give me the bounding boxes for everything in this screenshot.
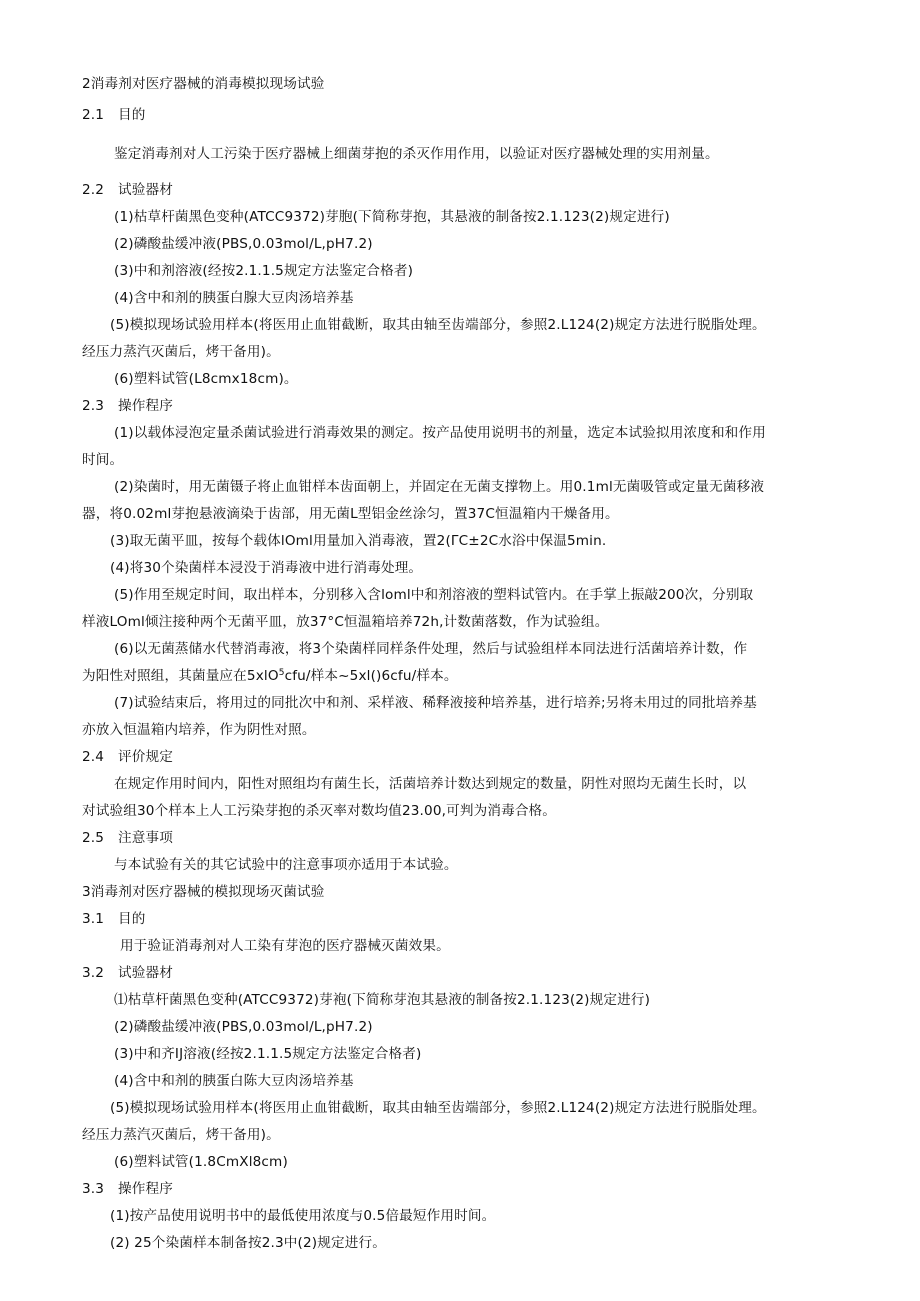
heading-label: 试验器材 (118, 965, 173, 981)
list-item: (2)磷酸盐缓冲液(PBS,0.03mol∕L,pH7.2) (114, 236, 373, 252)
list-item: (3)中和剂溶液(经按2.1.1.5规定方法鉴定合格者) (114, 263, 414, 279)
list-item: (5)模拟现场试验用样本(将医用止血钳截断，取其由轴至齿端部分，参照2.L124(2)规定方法进行脱脂处理。 (110, 1100, 766, 1116)
text-segment: cfu/样本~5xl()6cfu/样本。 (284, 668, 458, 684)
heading-2-5 (82, 829, 173, 847)
section-3-title: 3消毒剂对医疗器械的模拟现场灭菌试验 (82, 884, 325, 900)
paragraph-line: 器，将0.02ml芽抱悬液滴染于齿部，用无菌L型铝金丝涂匀，置37C恒温箱内干燥备用。 (82, 506, 619, 522)
paragraph-line: 亦放入恒温箱内培养，作为阴性对照。 (82, 722, 316, 738)
paragraph-line: (2)染菌时，用无菌镊子将止血钳样本齿面朝上，并固定在无菌支撑物上。用0.1ml无菌吸管或定量无菌移液 (114, 479, 765, 495)
list-item: (6)塑料试管(L8cmx18cm)。 (114, 371, 298, 387)
text-segment: 为阳性对照组，其菌量应在5xlO (82, 668, 279, 684)
paragraph-line: (6)以无菌蒸储水代替消毒液，将3个染菌样同样条件处理，然后与试验组样本同法进行活菌培养计数，作 (114, 641, 748, 657)
heading-label: 操作程序 (118, 398, 173, 414)
paragraph-line: 对试验组30个样本上人工污染芽抱的杀灭率对数均值23.00,可判为消毒合格。 (82, 803, 557, 819)
list-item: ⑴枯草杆菌黑色变种(ATCC9372)芽袍(下简称芽泡其悬液的制备按2.1.123(2)规定进行) (114, 992, 651, 1008)
heading-3-1 (82, 910, 146, 928)
list-item-continuation: 经压力蒸汽灭菌后，烤干备用)。 (82, 1127, 280, 1143)
list-item: (6)塑料试管(1.8CmXl8cm) (114, 1154, 288, 1170)
paragraph: 鉴定消毒剂对人工污染于医疗器械上细菌芽抱的杀灭作用作用，以验证对医疗器械处理的实用剂量。 (114, 146, 719, 162)
list-item: (1)枯草杆菌黑色变种(ATCC9372)芽胞(下简称芽抱，其悬液的制备按2.1.123(2)规定进行) (114, 209, 670, 225)
heading-3-3 (82, 1180, 173, 1198)
list-item: (4)含中和剂的胰蛋白腺大豆肉汤培养基 (114, 290, 354, 306)
heading-2-1 (82, 106, 146, 124)
paragraph-line: (5)作用至规定时间，取出样本，分别移入含loml中和剂溶液的塑料试管内。在手掌上振敲200次，分别取 (114, 587, 754, 603)
paragraph-line: 在规定作用时间内，阳性对照组均有菌生长，活菌培养计数达到规定的数量，阴性对照均无菌生长时，以 (114, 776, 747, 792)
superscript: 5 (278, 668, 285, 678)
heading-number: 2.4 (82, 749, 105, 765)
section-2-title: 2消毒剂对医疗器械的消毒模拟现场试验 (82, 76, 325, 92)
paragraph-line (82, 667, 458, 685)
heading-label: 目的 (118, 911, 146, 927)
heading-2-4 (82, 748, 173, 766)
heading-3-2 (82, 964, 173, 982)
heading-number: 3.1 (82, 911, 105, 927)
heading-label: 操作程序 (118, 1181, 173, 1197)
paragraph-line: (1)以载体浸泡定量杀菌试验进行消毒效果的测定。按产品使用说明书的剂量，选定本试验拟用浓度和和作用 (114, 425, 766, 441)
paragraph-line: (2) 25个染菌样本制备按2.3中(2)规定进行。 (110, 1235, 386, 1251)
paragraph-line: (7)试验结束后，将用过的同批次中和剂、采样液、稀释液接种培养基，进行培养;另将未用过的同批培养基 (114, 695, 757, 711)
paragraph: 与本试验有关的其它试验中的注意事项亦适用于本试验。 (114, 857, 458, 873)
heading-number: 3.2 (82, 965, 105, 981)
heading-2-2 (82, 181, 173, 199)
list-item: (3)中和齐IJ溶液(经按2.1.1.5规定方法鉴定合格者) (114, 1046, 422, 1062)
list-item-continuation: 经压力蒸汽灭菌后，烤干备用)。 (82, 344, 280, 360)
paragraph-line: 时间。 (82, 452, 124, 468)
heading-label: 评价规定 (118, 749, 173, 765)
paragraph-line: 样液LOml倾注接种两个无菌平皿，放37°C恒温箱培养72h,计数菌落数，作为试验组。 (82, 614, 609, 630)
paragraph-line: (1)按产品使用说明书中的最低使用浓度与0.5倍最短作用时间。 (110, 1208, 496, 1224)
paragraph-line: (4)将30个染菌样本浸没于消毒液中进行消毒处理。 (110, 560, 423, 576)
heading-label: 试验器材 (118, 182, 173, 198)
list-item: (4)含中和剂的胰蛋白陈大豆肉汤培养基 (114, 1073, 354, 1089)
heading-number: 2.5 (82, 830, 105, 846)
paragraph: 用于验证消毒剂对人工染有芽泡的医疗器械灭菌效果。 (120, 938, 450, 954)
heading-2-3 (82, 397, 173, 415)
paragraph-line: (3)取无菌平皿，按每个载体lOml用量加入消毒液，置2(ΓC±2C水浴中保温5min. (110, 533, 607, 549)
list-item: (5)模拟现场试验用样本(将医用止血钳截断，取其由轴至齿端部分，参照2.L124(2)规定方法进行脱脂处理。 (110, 317, 766, 333)
heading-number: 2.2 (82, 182, 105, 198)
heading-number: 2.3 (82, 398, 105, 414)
heading-number: 2.1 (82, 107, 105, 123)
heading-label: 目的 (118, 107, 146, 123)
heading-number: 3.3 (82, 1181, 105, 1197)
heading-label: 注意事项 (118, 830, 173, 846)
list-item: (2)磷酸盐缓冲液(PBS,0.03mol∕L,pH7.2) (114, 1019, 373, 1035)
